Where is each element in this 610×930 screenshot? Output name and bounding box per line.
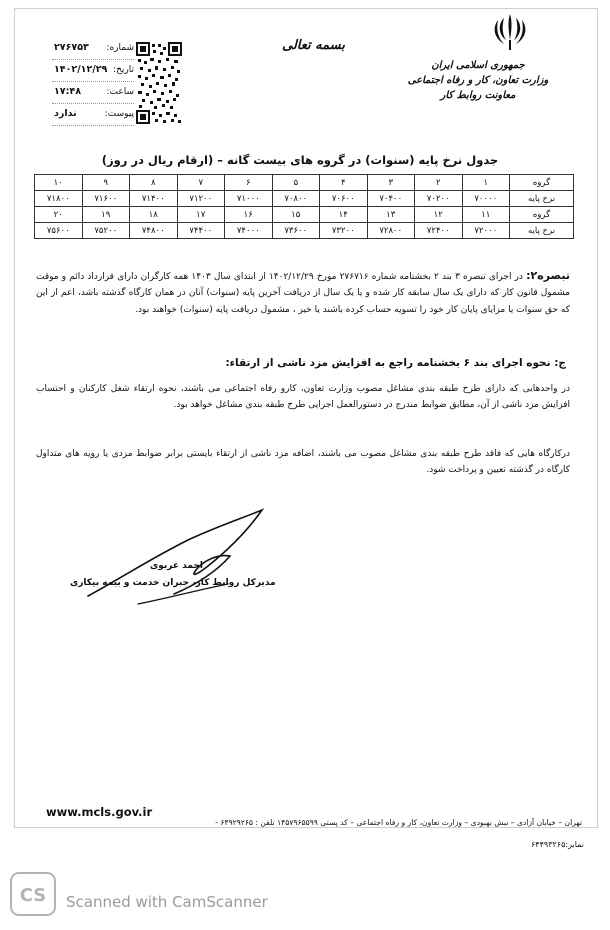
group-cell: ۱۲ (415, 207, 463, 223)
iran-emblem-icon (490, 10, 530, 56)
camscanner-logo-icon (10, 872, 56, 916)
section-c-paragraph-2: درکارگاه هایی که فاقد طرح طبقه بندی مشاغل مصوب می باشند، اضافه مزد ناشی از ارتقاء بایستی برابر ضوابط مزدی یا رویه های متداول کارگاه در گذشته تعیین و پرداخت شود. (36, 449, 570, 476)
website-link[interactable]: www.mcls.gov.ir (46, 805, 153, 819)
group-cell: ۱ (462, 175, 510, 191)
group-cell: ۱۹ (82, 207, 130, 223)
meta-time-value: ۱۷:۴۸ (54, 86, 81, 97)
ministry-line-2: وزارت تعاون، کار و رفاه اجتماعی (407, 75, 549, 86)
rate-cell: ۷۳۶۰۰ (272, 223, 320, 239)
page-border (14, 8, 598, 828)
rate-cell: ۷۱۰۰۰ (225, 191, 273, 207)
group-cell: ۵ (272, 175, 320, 191)
rate-cell: ۷۱۲۰۰ (177, 191, 225, 207)
meta-number-label: شماره: (106, 43, 134, 53)
rate-cell: ۷۲۰۰۰ (462, 223, 510, 239)
rate-cell: ۷۵۲۰۰ (82, 223, 130, 239)
table-row-rates-2 (35, 223, 574, 239)
group-cell: ۱۸ (130, 207, 178, 223)
meta-date-label: تاریخ: (113, 65, 134, 75)
camscanner-logo-text: CS (19, 885, 47, 906)
signatory-title: مدیرکل روابط کار، جبران خدمت و بیمه بیکاری (70, 578, 276, 588)
rate-cell: ۷۰۶۰۰ (320, 191, 368, 207)
note-2-paragraph (36, 268, 570, 318)
section-c-heading: ج: نحوه اجرای بند ۶ بخشنامه راجع به افزایش مزد ناشی از ارتقاء: (225, 357, 566, 369)
row-label-rate: نرخ پایه (510, 191, 574, 207)
table-row-groups-1 (35, 175, 574, 191)
table-title: جدول نرخ پایه (سنوات) در گروه های بیست گانه – (ارقام ریال در روز) (101, 153, 499, 167)
row-label-rate: نرخ پایه (510, 223, 574, 239)
group-cell: ۱۶ (225, 207, 273, 223)
section-c-paragraph-1: در واحدهایی که دارای طرح طبقه بندی مشاغل مصوب وزارت تعاون، کارو رفاه اجتماعی می باشند، نحوه ارتقاء شغل کارکنان و احتساب افزایش مزد ناشی از آن، مطابق ضوابط مندرج در دستورالعمل اجرایی طرح طبقه بندی مشاغل خواهد بود. (36, 384, 570, 411)
group-cell: ۹ (82, 175, 130, 191)
group-cell: ۲ (415, 175, 463, 191)
letter-meta (52, 40, 134, 128)
rate-cell: ۷۲۴۰۰ (415, 223, 463, 239)
rate-cell: ۷۴۰۰۰ (225, 223, 273, 239)
meta-number-value: ۲۷۶۷۵۳ (54, 42, 89, 53)
rate-cell: ۷۳۲۰۰ (320, 223, 368, 239)
table-row-groups-2 (35, 207, 574, 223)
meta-attachment-value: ندارد (54, 108, 77, 119)
meta-time-label: ساعت: (106, 87, 134, 97)
rate-cell: ۷۰۴۰۰ (367, 191, 415, 207)
rate-cell: ۷۰۸۰۰ (272, 191, 320, 207)
group-cell: ۱۱ (462, 207, 510, 223)
qr-code-icon (136, 42, 182, 124)
ministry-line-1: جمهوری اسلامی ایران (431, 60, 525, 71)
group-cell: ۸ (130, 175, 178, 191)
meta-time (52, 84, 134, 104)
group-cell: ۷ (177, 175, 225, 191)
meta-attachment (52, 106, 134, 126)
ministry-line-3: معاونت روابط کار (440, 90, 516, 101)
table-row-rates-1 (35, 191, 574, 207)
rate-cell: ۷۴۴۰۰ (177, 223, 225, 239)
group-cell: ۲۰ (35, 207, 83, 223)
rate-cell: ۷۰۲۰۰ (415, 191, 463, 207)
footer-address: تهران – خیابان آزادی – نبش بهبودی – وزارت تعاون، کار و رفاه اجتماعی – کد پستی ۱۴۵۷۹۶۵۵۹۹ تلفن : ۶۴۹۲۹۲۶۵ - (215, 818, 582, 827)
group-cell: ۴ (320, 175, 368, 191)
rate-cell: ۷۴۸۰۰ (130, 223, 178, 239)
handwritten-signature (78, 500, 278, 620)
group-cell: ۱۴ (320, 207, 368, 223)
group-cell: ۳ (367, 175, 415, 191)
meta-date (52, 62, 134, 82)
row-label-group: گروه (510, 175, 574, 191)
ministry-header (398, 58, 558, 103)
camscanner-watermark-text: Scanned with CamScanner (66, 893, 268, 911)
note-2-label: تبصره۲: (526, 269, 570, 282)
footer-fax: نمابر:۶۴۴۹۳۲۶۵ (531, 840, 584, 849)
note-2-text: در اجرای تبصره ۳ بند ۲ بخشنامه شماره ۲۷۶۷۱۶ مورخ ۱۴۰۲/۱۲/۲۹ از ابتدای سال ۱۴۰۳ همه کارگران دارای قرارداد دائم و موقت مشمول قانون کار که دارای یک سال سابقه کار شده و یا یک سال از دریافت آخرین پایه (سنوات) آنان در همان کارگاه گذشته باشد، اعم از این که حق سنوات یا مزایای پایان کار خود را تسویه حساب کرده باشند یا خیر ، مشمول دریافت پایه (سنوات) خواهند بود. (36, 272, 570, 315)
group-cell: ۱۰ (35, 175, 83, 191)
meta-number (52, 40, 134, 60)
row-label-group: گروه (510, 207, 574, 223)
rate-cell: ۷۲۸۰۰ (367, 223, 415, 239)
bismillah: بسمه تعالی (282, 38, 345, 53)
group-cell: ۱۷ (177, 207, 225, 223)
group-cell: ۱۵ (272, 207, 320, 223)
signatory-name: احمد عربوی (150, 561, 203, 571)
rate-cell: ۷۱۴۰۰ (130, 191, 178, 207)
group-cell: ۱۳ (367, 207, 415, 223)
rate-cell: ۷۱۶۰۰ (82, 191, 130, 207)
rate-cell: ۷۵۶۰۰ (35, 223, 83, 239)
meta-attachment-label: پیوست: (104, 109, 134, 119)
rate-cell: ۷۱۸۰۰ (35, 191, 83, 207)
base-rate-table (34, 174, 574, 239)
meta-date-value: ۱۴۰۲/۱۲/۲۹ (54, 64, 108, 75)
group-cell: ۶ (225, 175, 273, 191)
rate-cell: ۷۰۰۰۰ (462, 191, 510, 207)
